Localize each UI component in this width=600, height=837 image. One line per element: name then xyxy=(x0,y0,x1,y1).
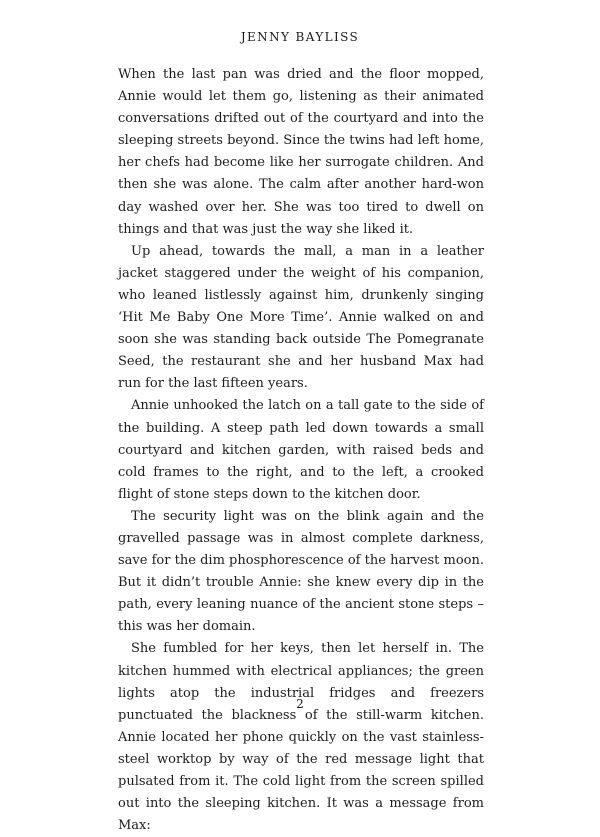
paragraph: Up ahead, towards the mall, a man in a leather jacket staggered under the weight of his companion, who leaned listlessly against him, drunkenly singing ‘Hit Me Baby One More Time’. Annie walked on and soon she was standing back outside The Pomegranate Seed, the restaurant she and her husband Max had run for the last fifteen years. xyxy=(118,243,484,392)
running-head: JENNY BAYLISS xyxy=(240,30,360,44)
paragraph: The security light was on the blink again and the gravelled passage was in almost complete darkness, save for the dim phosphorescence of the harvest moon. But it didn’t trouble Annie: she knew every dip in the path, every leaning nuance of the ancient stone steps – this was her domain. xyxy=(118,508,484,635)
paragraph: Annie unhooked the latch on a tall gate to the side of the building. A steep path led down towards a small courtyard and kitchen garden, with raised beds and cold frames to the right, and to the left, a crooked flight of stone steps down to the kitchen door. xyxy=(118,398,484,502)
page-number: 2 xyxy=(296,697,304,711)
body-text xyxy=(118,64,484,837)
paragraph: When the last pan was dried and the floor mopped, Annie would let them go, listening as their animated conversations drifted out of the courtyard and into the sleeping streets beyond. Since the twins had left home, her chefs had become like her surrogate children. And then she was alone. The calm after another hard-won day washed over her. She was too tired to dwell on things and that was just the way she liked it. xyxy=(118,67,484,237)
paragraph: She fumbled for her keys, then let herself in. The kitchen hummed with electrical appliances; the green lights atop the industrial fridges and freezers punctuated the blackness of the still-warm kitchen. Annie located her phone quickly on the vast stainless-steel worktop by way of the red message light that pulsated from it. The cold light from the screen spilled out into the sleeping kitchen. It was a message from Max: xyxy=(118,641,484,834)
